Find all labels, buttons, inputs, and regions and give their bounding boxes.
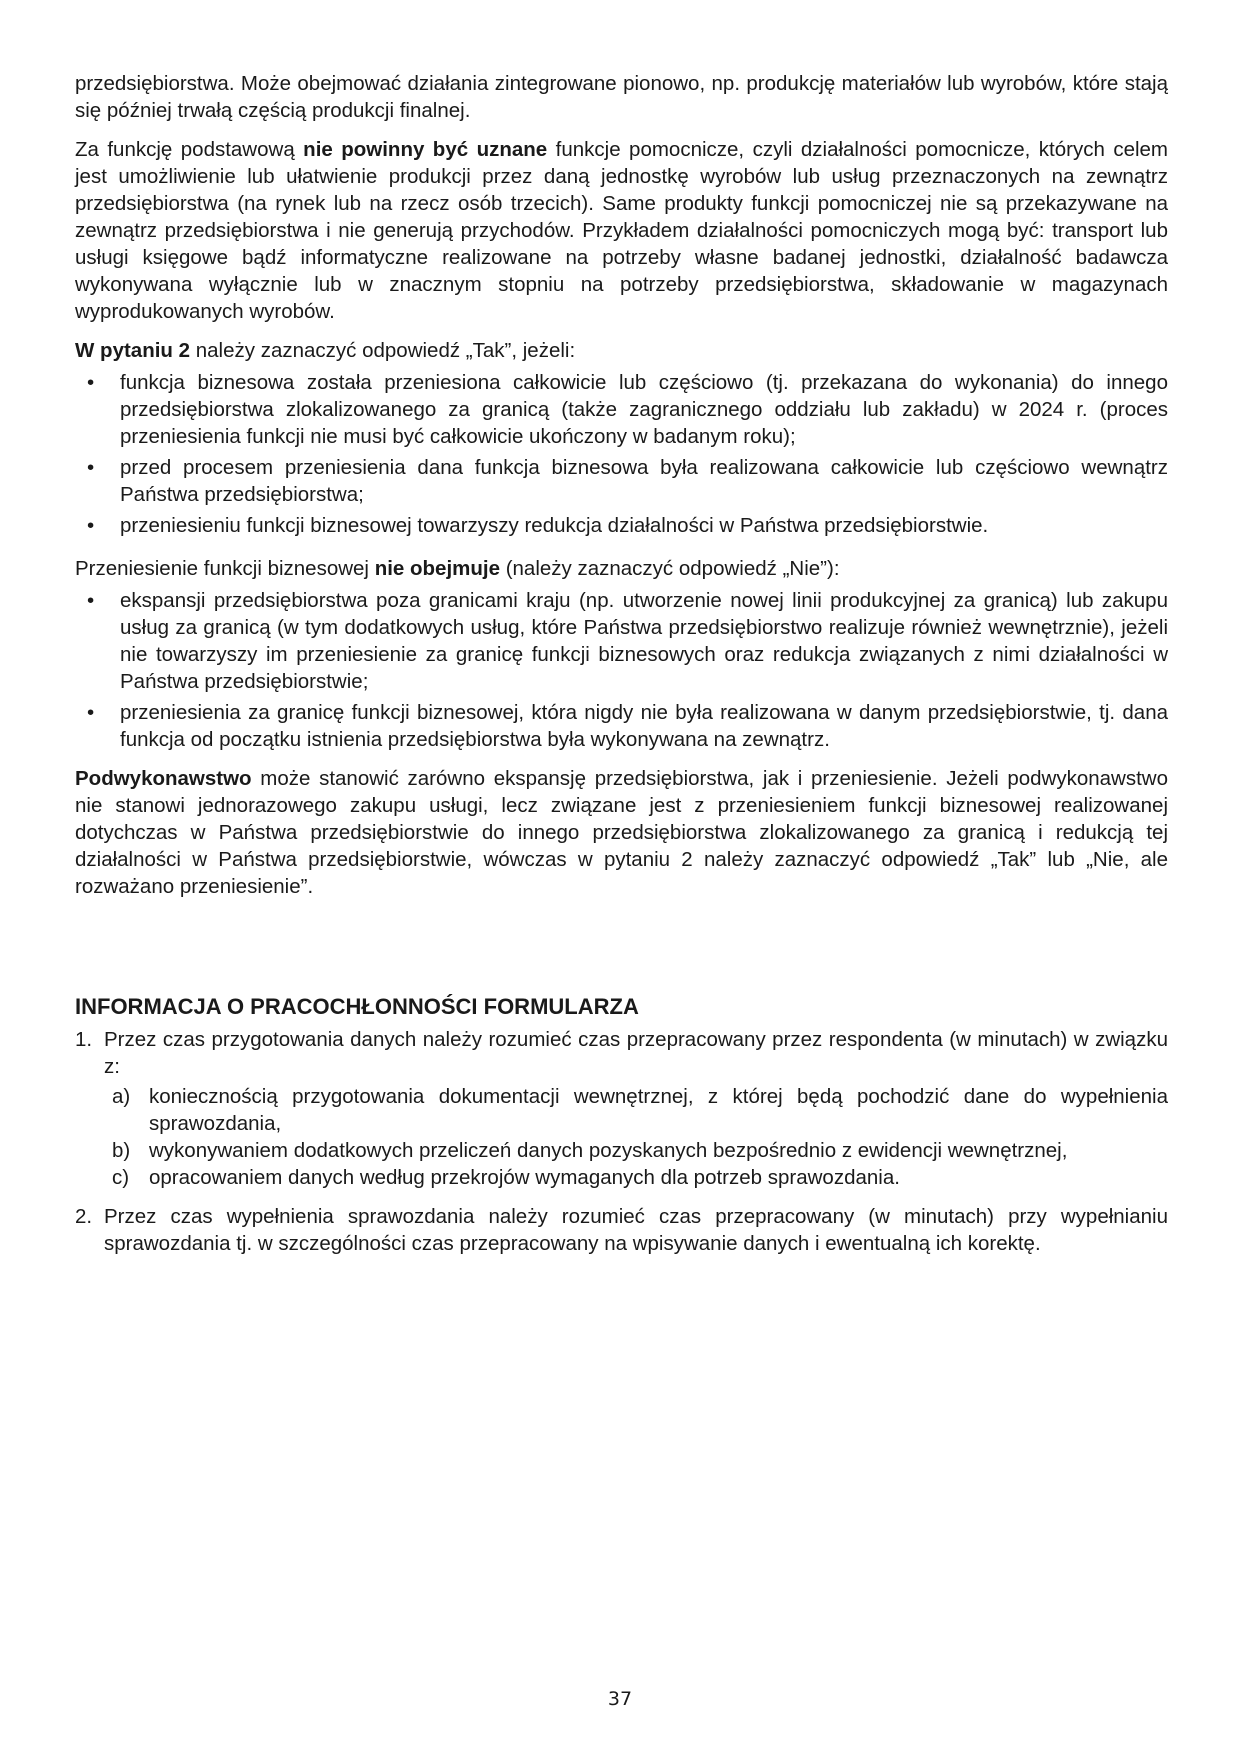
section-heading: INFORMACJA O PRACOCHŁONNOŚCI FORMULARZA <box>75 994 639 1019</box>
bullet-list-yes <box>75 369 1168 539</box>
list-item <box>75 1026 1168 1191</box>
list-item <box>75 1203 1168 1257</box>
bullet-list-no <box>75 587 1168 753</box>
item-text: opracowaniem danych według przekrojów wymaganych dla potrzeb sprawozdania. <box>149 1166 900 1189</box>
list-item: • przed procesem przeniesienia dana funkcja biznesowa była realizowana całkowicie lub częściowo wewnątrz Państwa przedsiębiorstwa; <box>75 454 1168 508</box>
item-letter: b) <box>112 1139 131 1162</box>
emphasis-text: nie obejmuje <box>374 557 500 580</box>
paragraph-text: Za funkcję podstawową <box>75 138 304 161</box>
item-text: koniecznością przygotowania dokumentacji wewnętrznej, z której będą pochodzić dane do wypełnienia sprawozdania, <box>149 1085 1168 1135</box>
list-item: • ekspansji przedsiębiorstwa poza granicami kraju (np. utworzenie nowej linii produkcyjnej za granicą) lub zakupu usług za granicą (w tym dodatkowych usług, które Państwa przedsiębiorstwo realizuje również wewnętrznie), jeżeli nie towarzyszy im przeniesienie za granicę funkcji biznesowych oraz redukcja związanych z nimi działalności w Państwa przedsiębiorstwie; <box>75 587 1168 695</box>
paragraph-auxiliary-functions <box>75 136 1168 325</box>
paragraph-question-2 <box>75 337 1168 364</box>
item-letter: c) <box>112 1166 130 1189</box>
sub-list-item <box>104 1083 1168 1137</box>
emphasis-text: nie powinny być uznane <box>303 138 548 161</box>
numbered-list <box>75 1026 1168 1257</box>
emphasis-text: Podwykonawstwo <box>75 767 252 790</box>
list-item: • przeniesienia za granicę funkcji biznesowej, która nigdy nie była realizowana w danym przedsiębiorstwie, tj. dana funkcja od początku istnienia przedsiębiorstwa była wykonywana na zewnątrz. <box>75 699 1168 753</box>
paragraph-text: może stanowić zarówno ekspansję przedsiębiorstwa, jak i przeniesienie. Jeżeli podwykonawstwo nie stanowi jednorazowego zakupu usługi, lecz związane jest z przeniesieniem funkcji biznesowej realizowanej dotychczas w Państwa przedsiębiorstwie do innego przedsiębiorstwa zlokalizowanego za granicą i redukcją tej działalności w Państwa przedsiębiorstwie, wówczas w pytaniu 2 należy zaznaczyć odpowiedź „Tak” lub „Nie, ale rozważano przeniesienie”. <box>75 767 1168 898</box>
item-number: 1. <box>75 1028 93 1051</box>
document-page <box>75 70 1168 1269</box>
sub-list <box>104 1083 1168 1191</box>
paragraph-text: funkcje pomocnicze, czyli działalności pomocnicze, których celem jest umożliwienie lub ułatwienie produkcji przez daną jednostkę wyrobów lub usług przeznaczonych na zewnątrz przedsiębiorstwa (na rynek lub na rzecz osób trzecich). Same produkty funkcji pomocniczej nie są przekazywane na zewnątrz przedsiębiorstwa i nie generują przychodów. Przykładem działalności pomocniczych mogą być: transport lub usługi księgowe bądź informatyczne realizowane na potrzeby własne badanej jednostki, działalność badawcza wykonywana wyłącznie lub w znacznym stopniu na potrzeby przedsiębiorstwa, składowanie w magazynach wyprodukowanych wyrobów. <box>75 138 1169 323</box>
emphasis-text: W pytaniu 2 <box>75 339 191 362</box>
paragraph-text: Przeniesienie funkcji biznesowej <box>75 557 375 580</box>
page-number: 37 <box>607 1688 633 1710</box>
item-text: Przez czas przygotowania danych należy rozumieć czas przepracowany przez respondenta (w minutach) w związku z: <box>104 1028 1168 1078</box>
list-item: • przeniesieniu funkcji biznesowej towarzyszy redukcja działalności w Państwa przedsiębiorstwie. <box>75 512 1168 539</box>
paragraph-subcontracting <box>75 765 1168 900</box>
item-text: wykonywaniem dodatkowych przeliczeń danych pozyskanych bezpośrednio z ewidencji wewnętrznej, <box>149 1139 1068 1162</box>
sub-list-item <box>104 1137 1168 1164</box>
item-number: 2. <box>75 1205 93 1228</box>
item-letter: a) <box>112 1085 131 1108</box>
item-text: Przez czas wypełnienia sprawozdania należy rozumieć czas przepracowany (w minutach) przy wypełnianiu sprawozdania tj. w szczególności czas przepracowany na wpisywanie danych i ewentualną ich korektę. <box>104 1205 1168 1255</box>
sub-list-item <box>104 1164 1168 1191</box>
paragraph-text: należy zaznaczyć odpowiedź „Tak”, jeżeli: <box>190 339 576 362</box>
list-item: • funkcja biznesowa została przeniesiona całkowicie lub częściowo (tj. przekazana do wykonania) do innego przedsiębiorstwa zlokalizowanego za granicą (także zagranicznego oddziału lub zakładu) w 2024 r. (proces przeniesienia funkcji nie musi być całkowicie ukończony w badanym roku); <box>75 369 1168 450</box>
paragraph-text: (należy zaznaczyć odpowiedź „Nie”): <box>500 557 840 580</box>
paragraph-intro: przedsiębiorstwa. Może obejmować działania zintegrowane pionowo, np. produkcję materiałów lub wyrobów, które stają się później trwałą częścią produkcji finalnej. <box>75 72 1168 122</box>
paragraph-not-included <box>75 555 1168 582</box>
